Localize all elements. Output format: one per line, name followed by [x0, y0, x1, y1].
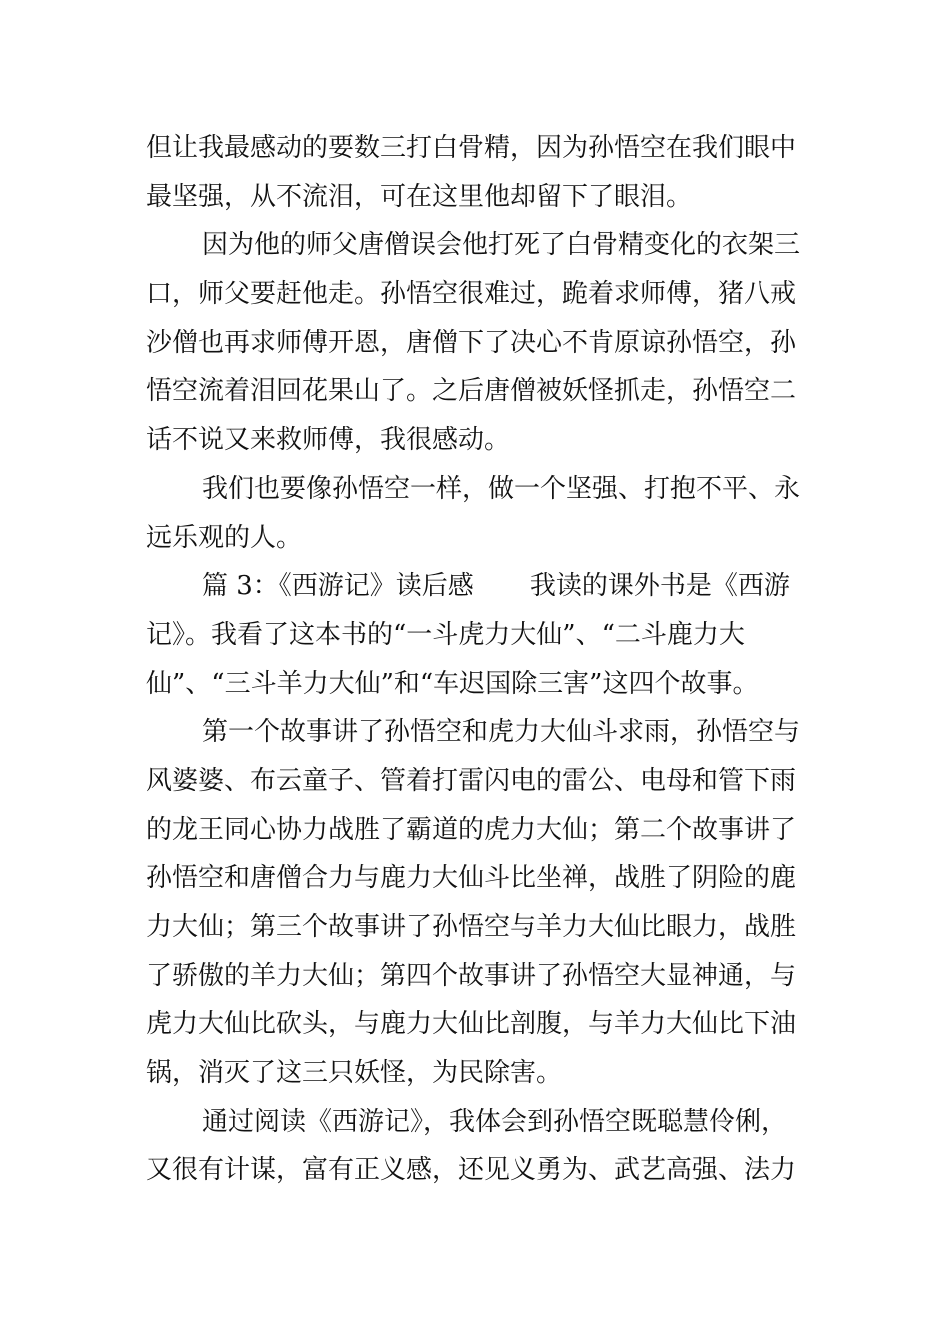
text-line: 了骄傲的羊力大仙；第四个故事讲了孙悟空大显神通，与: [146, 960, 797, 991]
section-first-sentence: 我读的课外书是《西游: [529, 571, 790, 602]
text-line: 第一个故事讲了孙悟空和虎力大仙斗求雨，孙悟空与: [202, 717, 801, 748]
text-line: 力大仙；第三个故事讲了孙悟空与羊力大仙比眼力，战胜: [146, 912, 797, 942]
text-line: 沙僧也再求师傅开恩，唐僧下了决心不肯原谅孙悟空，孙: [146, 327, 797, 358]
text-line: 我们也要像孙悟空一样，做一个坚强、打抱不平、永: [202, 473, 801, 504]
text-line: 话不说又来救师傅，我很感动。: [146, 425, 511, 456]
text-line: 远乐观的人。: [146, 522, 303, 553]
text-line: 通过阅读《西游记》，我体会到孙悟空既聪慧伶俐，: [202, 1106, 788, 1137]
text-line: 悟空流着泪回花果山了。之后唐僧被妖怪抓走，孙悟空二: [146, 376, 797, 407]
text-line: 因为他的师父唐僧误会他打死了白骨精变化的衣架三: [202, 230, 801, 261]
section-heading: 篇 3：《西游记》读后感: [202, 571, 474, 602]
text-line: 又很有计谋，富有正义感，还见义勇为、武艺高强、法力: [146, 1155, 797, 1186]
text-line: 锅，消灭了这三只妖怪，为民除害。: [146, 1058, 563, 1089]
text-line: 虎力大仙比砍头，与鹿力大仙比剖腹，与羊力大仙比下油: [146, 1009, 797, 1040]
document-body: [146, 124, 808, 1195]
text-line: 仙”、“三斗羊力大仙”和“车迟国除三害”这四个故事。: [146, 668, 759, 699]
text-line: 最坚强，从不流泪，可在这里他却留下了眼泪。: [146, 181, 693, 212]
text-line: 孙悟空和唐僧合力与鹿力大仙斗比坐禅，战胜了阴险的鹿: [146, 863, 797, 894]
section-heading-line: [146, 562, 808, 610]
text-line: 记》。我看了这本书的“一斗虎力大仙”、“二斗鹿力大: [146, 619, 745, 650]
text-line: 口，师父要赶他走。孙悟空很难过，跪着求师傅，猪八戒: [146, 279, 797, 310]
text-line: 但让我最感动的要数三打白骨精，因为孙悟空在我们眼中: [146, 133, 797, 163]
text-line: 风婆婆、布云童子、管着打雷闪电的雷公、电母和管下雨: [146, 765, 797, 796]
text-line: 的龙王同心协力战胜了霸道的虎力大仙；第二个故事讲了: [146, 814, 797, 845]
